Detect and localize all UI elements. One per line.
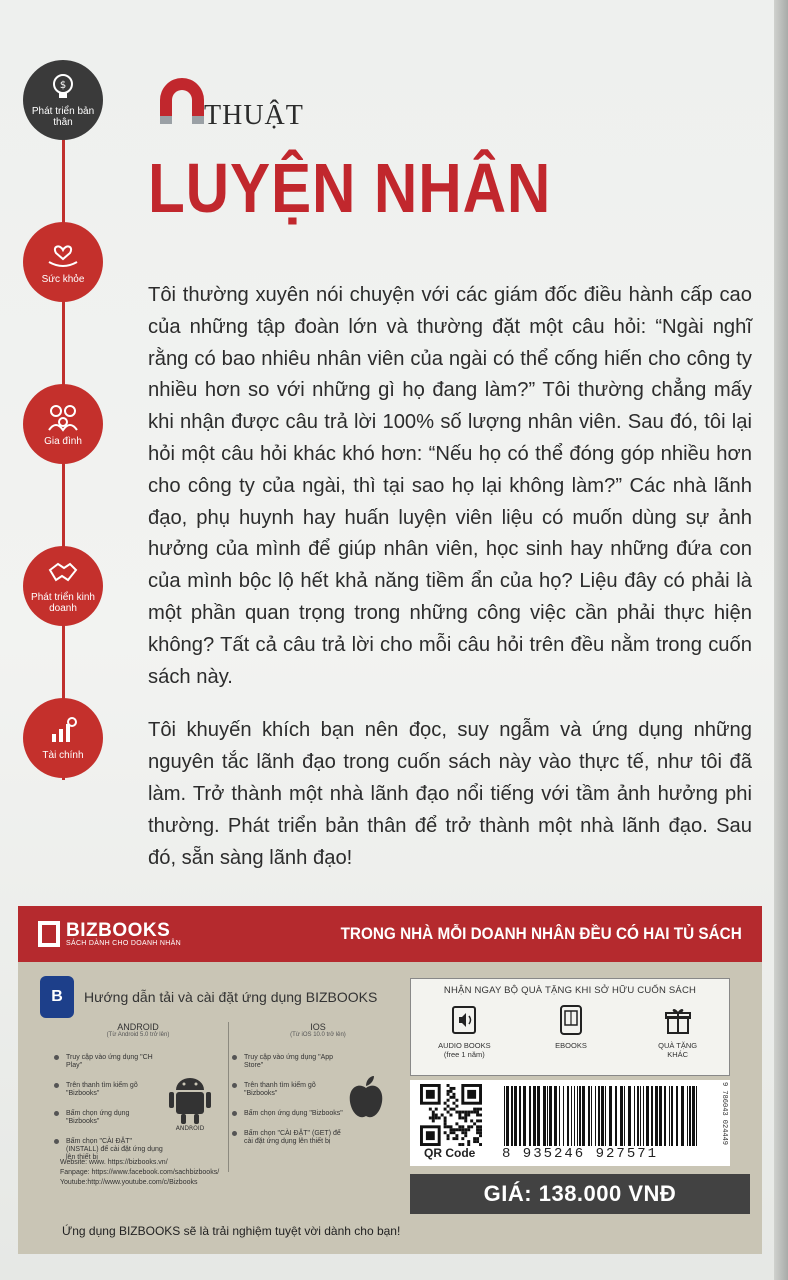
audio-book-icon xyxy=(451,1005,477,1035)
heart-hand-icon xyxy=(46,240,80,270)
price-tag: GIÁ: 138.000 VNĐ xyxy=(410,1174,750,1214)
gift-item-audiobooks xyxy=(419,1005,509,1059)
publisher-logo xyxy=(38,921,181,947)
list-item: Bấm chọn ứng dụng "Bizbooks" xyxy=(232,1110,344,1118)
category-finance xyxy=(23,698,103,778)
blurb-paragraph-1: Tôi thường xuyên nói chuyện với các giám đốc điều hành cấp cao của những tập đoàn lớn và thường đặt một câu hỏi: “Ngài nghĩ rằng có bao nhiêu nhân viên của ngài có thể cống hiến cho công ty nhiều hơn so với những gì họ đang làm?” Tôi thường chẳng mấy khi nhận được câu trả lời 100% số lượng nhân viên. Sau đó, tôi lại hỏi một câu hỏi khác khó hơn: “Nếu họ có thể đóng góp nhiều hơn cho công ty của ngài, thì tại sao họ lại không làm?” Các nhà lãnh đạo, phụ huynh hay huấn luyện viên liệu có muốn dùng sự ảnh hưởng của mình để giúp nhân viên, học sinh hay những đứa con của mình bộc lộ hết khả năng tiềm ẩn của họ? Liệu đây có phải là một phần quan trọng trong những công việc cần phải thực hiện không? Tất cả câu trả lời cho mỗi câu hỏi trên đều nằm trong cuốn sách này. xyxy=(148,284,752,688)
barcode xyxy=(502,1086,702,1146)
category-family xyxy=(23,384,103,464)
gift-heading: NHẬN NGAY BỘ QUÀ TẶNG KHI SỞ HỮU CUỐN SÁCH xyxy=(443,985,697,996)
youtube-link[interactable]: Youtube:http://www.youtube.com/c/Bizbooks xyxy=(60,1179,198,1186)
gift-label: QUÀ TẶNG xyxy=(658,1041,698,1050)
app-guide-title: Hướng dẫn tải và cài đặt ứng dụng BIZBOOKS xyxy=(84,989,378,1005)
list-item: Trên thanh tìm kiếm gõ "Bizbooks" xyxy=(54,1082,164,1098)
category-label: Sức khỏe xyxy=(41,273,85,285)
barcode-vertical-number: 9 786043 024449 xyxy=(720,1082,728,1146)
qr-code[interactable] xyxy=(418,1084,484,1146)
chart-icon xyxy=(46,716,80,746)
column-divider xyxy=(228,1022,229,1172)
gift-label: AUDIO BOOKS xyxy=(438,1041,491,1050)
apple-icon xyxy=(346,1074,386,1122)
list-item: Bấm chọn ứng dụng "Bizbooks" xyxy=(54,1110,164,1126)
publisher-slogan: TRONG NHÀ MỖI DOANH NHÂN ĐỀU CÓ HAI TỦ SÁCH xyxy=(340,924,742,943)
list-item: Trên thanh tìm kiếm gõ "Bizbooks" xyxy=(232,1082,344,1098)
gift-sub: (free 1 năm) xyxy=(443,1050,485,1059)
app-guide-header xyxy=(40,976,377,1018)
android-icon xyxy=(168,1070,212,1130)
gift-sub: KHÁC xyxy=(667,1050,689,1059)
category-label: Phát triển kinh doanh xyxy=(31,592,95,614)
cover-edge xyxy=(774,0,788,1280)
publisher-bar xyxy=(18,906,762,962)
category-business xyxy=(23,546,103,626)
blurb-paragraph-2: Tôi khuyến khích bạn nên đọc, suy ngẫm và ứng dụng những nguyên tắc lãnh đạo trong cuốn sách này vào thực tế, như tôi đã làm. Trở thành một nhà lãnh đạo nổi tiếng với tầm ảnh hưởng phi thường. Phát triển bản thân để trở thành một nhà lãnh đạo. Sau đó, sẵn sàng lãnh đạo! xyxy=(148,719,752,869)
ios-heading xyxy=(258,1022,378,1038)
links xyxy=(60,1158,219,1188)
gift-label: EBOOKS xyxy=(555,1041,587,1050)
title-top xyxy=(152,74,352,134)
gift-items xyxy=(411,1005,731,1059)
lightbulb-icon xyxy=(46,72,80,102)
info-panel xyxy=(18,962,762,1254)
family-icon xyxy=(46,402,80,432)
gift-item-other xyxy=(633,1005,723,1059)
svg-text:ANDROID: ANDROID xyxy=(175,1125,205,1130)
bizbooks-logo-icon xyxy=(38,921,60,947)
blurb xyxy=(148,280,752,896)
list-item: Truy cập vào ứng dụng "CH Play" xyxy=(54,1054,164,1070)
category-self-development xyxy=(23,60,103,140)
category-label: Tài chính xyxy=(42,749,84,761)
category-label: Gia đình xyxy=(44,435,82,447)
android-title: ANDROID xyxy=(117,1022,159,1032)
list-item: Bấm chọn "CÀI ĐẶT" (INSTALL) để cài đặt ứng dụng lên thiết bị xyxy=(54,1138,164,1162)
code-area xyxy=(410,1080,730,1166)
android-note: (Từ Android 5.0 trở lên) xyxy=(106,1032,170,1038)
handshake-icon xyxy=(46,558,80,588)
category-label: Phát triển bản thân xyxy=(31,106,95,128)
gift-box xyxy=(410,978,730,1076)
barcode-number: 8 935246 927571 xyxy=(502,1146,659,1162)
list-item: Truy cập vào ứng dụng "App Store" xyxy=(232,1054,344,1070)
fanpage-link[interactable]: Fanpage: https://www.facebook.com/sachbizbooks/ xyxy=(60,1169,220,1176)
svg-text:$: $ xyxy=(59,80,67,91)
publisher-tagline: SÁCH DÀNH CHO DOANH NHÂN xyxy=(66,940,181,947)
ios-note: (Từ iOS 10.0 trở lên) xyxy=(290,1032,346,1038)
book-title: LUYỆN NHÂN xyxy=(148,149,552,227)
ios-steps xyxy=(232,1054,344,1158)
ebook-icon xyxy=(558,1005,584,1035)
publisher-name: BIZBOOKS xyxy=(66,920,171,941)
android-heading xyxy=(78,1022,198,1038)
list-item: Bấm chọn "CÀI ĐẶT" (GET) để cài đặt ứng dụng lên thiết bị xyxy=(232,1130,344,1146)
android-steps xyxy=(54,1054,164,1174)
gift-icon xyxy=(665,1005,691,1035)
gift-item-ebooks xyxy=(526,1005,616,1059)
magnet-icon xyxy=(152,74,212,134)
category-health xyxy=(23,222,103,302)
ios-title: IOS xyxy=(310,1022,326,1032)
qr-label: QR Code xyxy=(424,1146,476,1160)
app-footer-text: Ứng dụng BIZBOOKS sẽ là trải nghiệm tuyệt vời dành cho bạn! xyxy=(62,1224,401,1238)
title-prefix: THUẬT xyxy=(204,100,304,131)
bizbooks-app-icon: B xyxy=(40,976,74,1018)
website-link[interactable]: Website: www. https://bizbooks.vn/ xyxy=(60,1159,168,1166)
